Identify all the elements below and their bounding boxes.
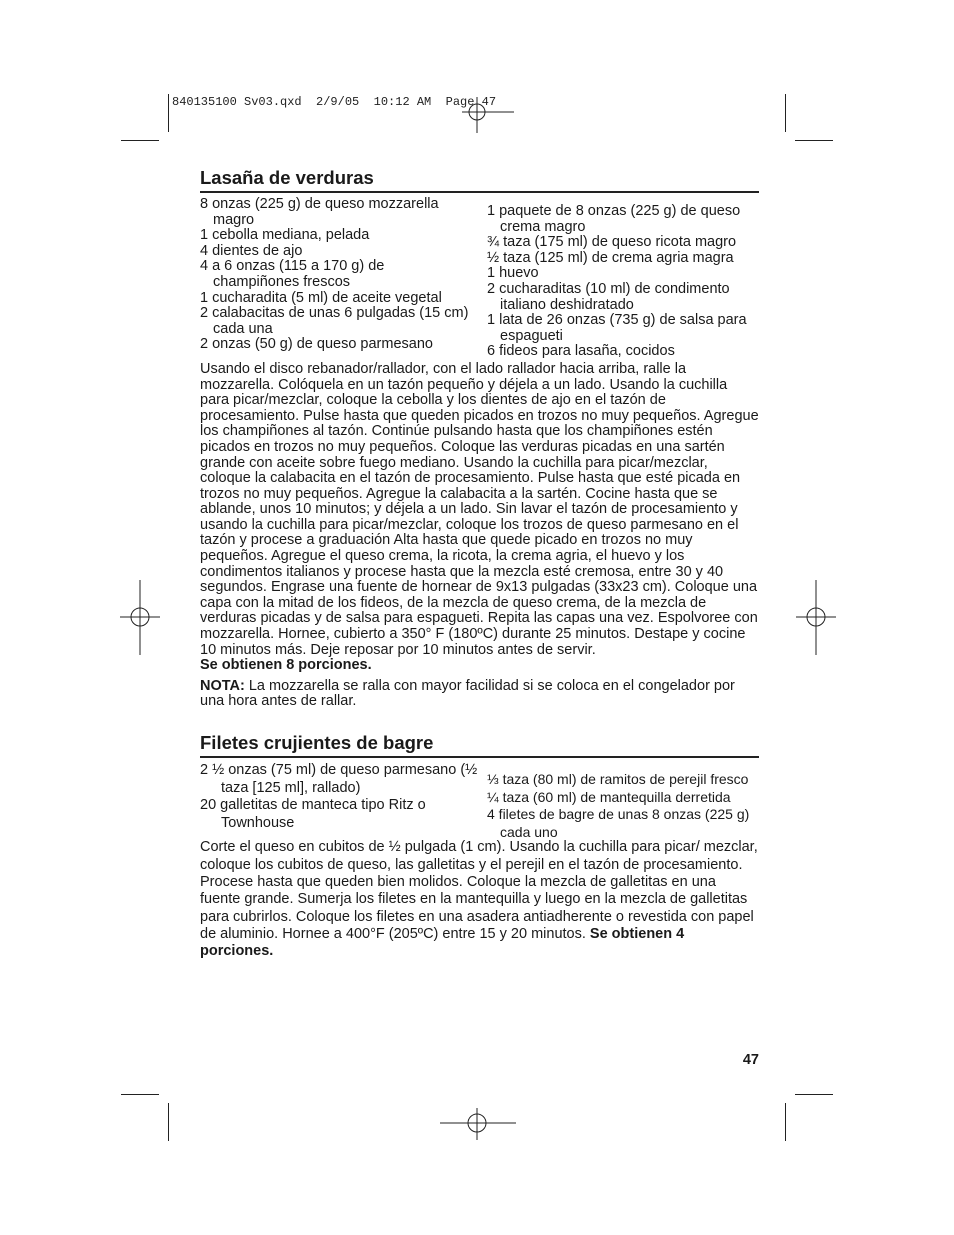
ingredient-item: 2 onzas (50 g) de queso parmesano: [200, 336, 433, 353]
ingredient-item: 8 onzas (225 g) de queso mozzarella magro: [200, 196, 439, 228]
crop-mark: [795, 140, 833, 141]
page-number: 47: [742, 1052, 759, 1068]
ingredients-right-column: [487, 762, 759, 841]
ingredient-item: 1 paquete de 8 onzas (225 g) de queso crema magro: [487, 203, 741, 235]
page-content: [200, 166, 759, 960]
registration-mark-icon: [462, 97, 514, 133]
registration-mark-icon: [796, 580, 836, 655]
recipe-catfish: [200, 731, 759, 960]
ingredients-left-column: [200, 762, 480, 841]
ingredient-item: 4 filetes de bagre de unas 8 onzas (225 g) cada uno: [487, 806, 750, 840]
ingredient-item: 4 a 6 onzas (115 a 170 g) de champiñones frescos: [200, 258, 385, 290]
note-text: La mozzarella se ralla con mayor facilidad si se coloca en el congelador por una hora antes de rallar.: [200, 677, 735, 710]
ingredient-item: 20 galletitas de manteca tipo Ritz o Townhouse: [200, 797, 426, 831]
crop-mark: [121, 1094, 159, 1095]
ingredient-item: 1 lata de 26 onzas (735 g) de salsa para espagueti: [487, 312, 747, 344]
ingredient-item: 6 fideos para lasaña, cocidos: [487, 343, 675, 360]
registration-mark-icon: [440, 1108, 516, 1140]
recipe-yield: Se obtienen 4 porciones.: [200, 925, 685, 960]
recipe-title: Lasaña de verduras: [200, 166, 759, 193]
crop-mark: [795, 1094, 833, 1095]
ingredient-item: 1 cucharadita (5 ml) de aceite vegetal: [200, 289, 442, 306]
crop-mark: [785, 94, 786, 132]
recipe-note: [200, 679, 759, 710]
ingredient-item: 2 ½ onzas (75 ml) de queso parmesano (½ taza [125 ml], rallado): [200, 762, 478, 796]
crop-mark: [785, 1103, 786, 1141]
ingredient-item: 1 huevo: [487, 265, 539, 282]
ingredient-item: 4 dientes de ajo: [200, 242, 303, 259]
recipe-lasagna: [200, 166, 759, 710]
crop-mark: [121, 140, 159, 141]
ingredient-item: 2 calabacitas de unas 6 pulgadas (15 cm) cada una: [200, 305, 469, 337]
recipe-title: Filetes crujientes de bagre: [200, 731, 759, 758]
crop-mark: [168, 94, 169, 132]
crop-mark: [168, 1103, 169, 1141]
ingredient-item: ⅓ taza (80 ml) de ramitos de perejil fresco: [487, 771, 749, 787]
recipe-directions: [200, 362, 759, 674]
note-label: NOTA:: [200, 677, 245, 694]
directions-text: Corte el queso en cubitos de ½ pulgada (1 cm). Usando la cuchilla para picar/ mezclar, coloque los cubitos de queso, las galletitas y el perejil en el tazón de procesamiento. Procese hasta que queden bien molidos. Coloque la mezcla de galletitas en una fuente grande. Sumerja los filetes en la mantequilla y luego en la mezcla de galletitas para cubrirlos. Coloque los filetes en una asadera antiadherente o revestida con papel de aluminio. Hornee a 400°F (205ºC) entre 15 y 20 minutos.: [200, 839, 758, 942]
registration-mark-icon: [120, 580, 160, 655]
ingredient-item: 2 cucharaditas (10 ml) de condimento italiano deshidratado: [487, 280, 730, 313]
print-slug: 840135100 Sv03.qxd 2/9/05 10:12 AM Page 47: [172, 95, 497, 109]
ingredients-list: [200, 197, 759, 360]
recipe-directions: [200, 839, 759, 960]
ingredients-list: [200, 762, 759, 841]
ingredient-item: 1 cebolla mediana, pelada: [200, 227, 370, 244]
ingredient-item: ¼ taza (60 ml) de mantequilla derretida: [487, 788, 731, 805]
ingredient-item: ½ taza (125 ml) de crema agria magra: [487, 249, 734, 266]
ingredients-left-column: [200, 197, 470, 360]
directions-text: Usando el disco rebanador/rallador, con el lado rallador hacia arriba, ralle la mozzarella. Colóquela en un tazón pequeño y déjela a un lado. Usando la cuchilla para picar/mezclar, coloque la cebolla y los dientes de ajo en el tazón de procesamiento. Pulse hasta que queden picados en trozos no muy pequeños. Agregue los champiñones al tazón. Continúe pulsando hasta que los champiñones estén picados en trozos no muy pequeños. Coloque las verduras picadas en una sartén grande con aceite sobre fuego mediano. Usando la cuchilla para picar/mezclar, coloque la calabacita en el tazón de procesamiento. Pulse hasta que esté picada en trozos no muy pequeños. Agregue la calabacita a la sartén. Cocine hasta que se ablande, unos 10 minutos; y déjela a un lado. Sin lavar el tazón de procesamiento y usando la cuchilla para picar/mezclar, coloque los trozos de queso parmesano en el tazón y procese a graduación Alta hasta que quede picado en trozos no muy pequeños. Agregue el queso crema, la ricota, la crema agria, el huevo y los condimentos italianos y procese hasta que la mezcla esté cremosa, entre 30 y 40 segundos. Engrase una fuente de hornear de 9x13 pulgadas (33x23 cm). Coloque una capa con la mitad de los fideos, de la mezcla de queso crema, de la mezcla de verduras picadas y de salsa para espagueti. Repita las capas una vez. Espolvoree con mozzarella. Hornee, cubierto a 350° F (180ºC) durante 25 minutos. Destape y cocine 10 minutos más. Deje reposar por 10 minutos antes de servir.: [200, 360, 759, 658]
ingredient-item: ¾ taza (175 ml) de queso ricota magro: [487, 234, 737, 251]
ingredients-right-column: [487, 197, 759, 360]
recipe-yield: Se obtienen 8 porciones.: [200, 657, 372, 674]
